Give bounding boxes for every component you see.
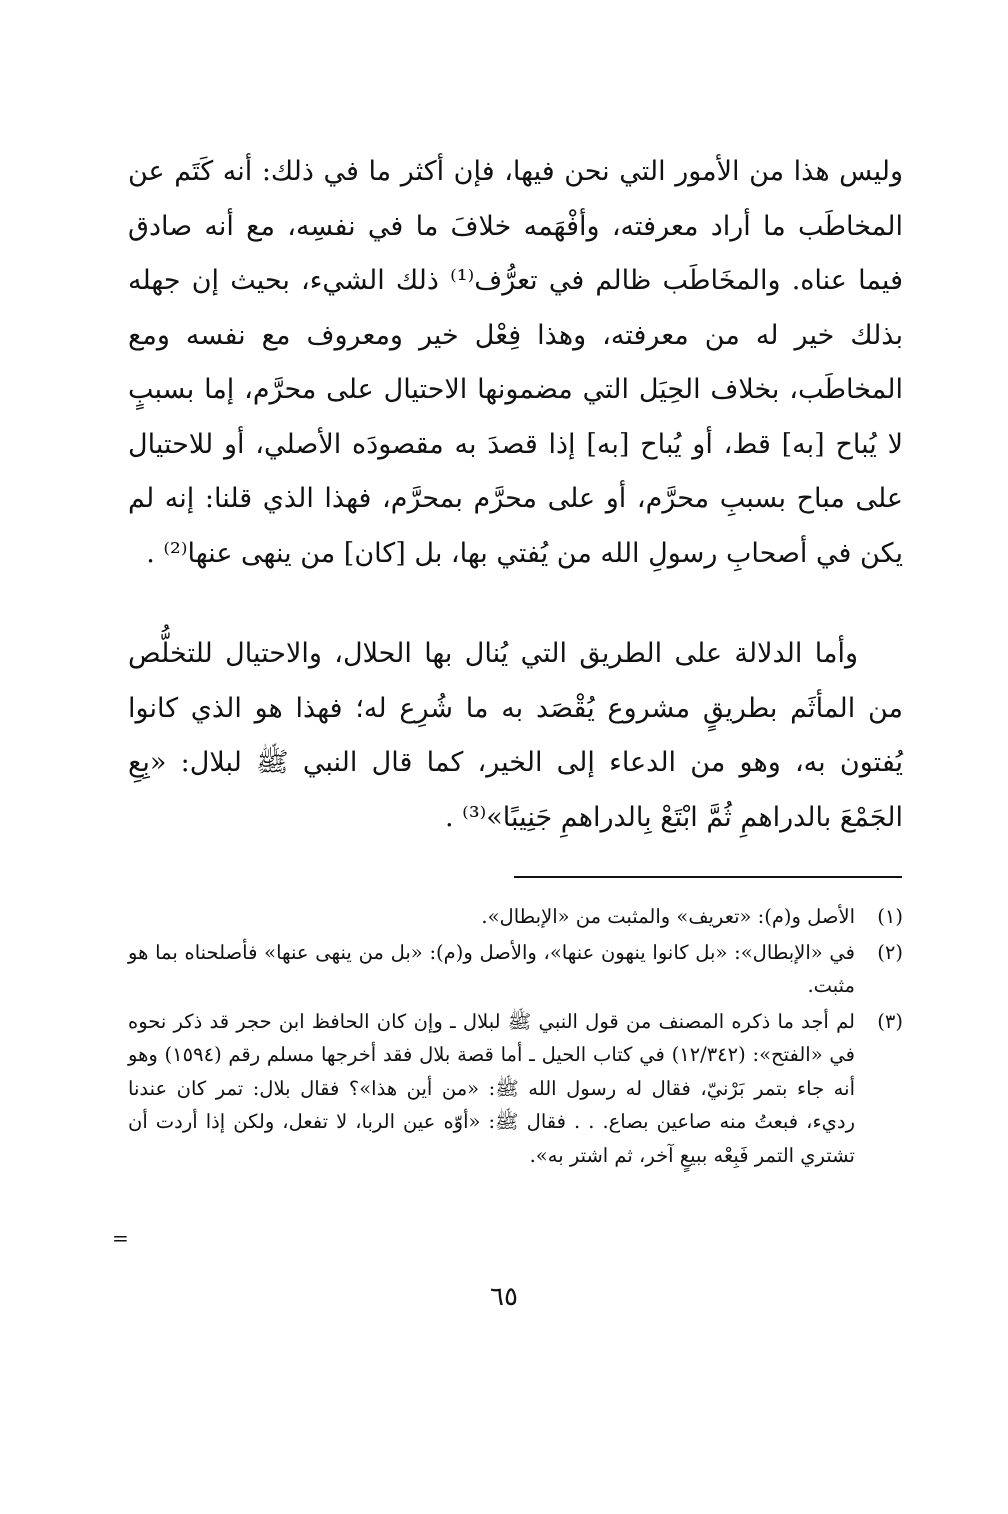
- page-number: ٦٥: [490, 1282, 518, 1312]
- footnote-number: (٢): [877, 940, 903, 964]
- footnote-3: [128, 1005, 903, 1173]
- footnote-divider: [514, 876, 902, 878]
- footnotes: [128, 900, 903, 1174]
- main-text: [128, 145, 903, 845]
- footnote-number: (١): [877, 905, 903, 928]
- footnote-text: الأصل و(م): «تعريف» والمثبت من «الإبطال».: [481, 905, 855, 928]
- continuation-marker: =: [112, 1226, 129, 1250]
- footnote-text: في «الإبطال»: «بل كانوا ينهون عنها»، والأصل و(م): «بل من ينهى عنها» فأصلحناه بما هو مثبت.: [128, 940, 855, 997]
- footnote-text: لم أجد ما ذكره المصنف من قول النبي ﷺ لبلال ـ وإن كان الحافظ ابن حجر قد ذكر نحوه في «الفتح»: (١٢/٣٤٢) في كتاب الحيل ـ أما قصة بلال فقد أخرجها مسلم رقم (١٥٩٤) وهو أنه جاء بتمر بَرْنيّ، فقال له رسول الله ﷺ: «من أين هذا»؟ فقال بلال: تمر كان عندنا رديء، فبعتُ منه صاعين بصاع. . . فقال ﷺ: «أوّه عين الربا، لا تفعل، ولكن إذا أردت أن تشتري التمر فَبِعْه ببيعٍ آخر، ثم اشتر به».: [128, 1009, 855, 1167]
- body-paragraph-1: وليس هذا من الأمور التي نحن فيها، فإن أكثر ما في ذلك: أنه كَتَم عن المخاطَب ما أراد معرفته، وأفْهَمه خلافَ ما في نفسِه، مع أنه صادق فيما عناه. والمخَاطَب ظالم في تعرُّف⁽¹⁾ ذلك الشيء، بحيث إن جهله بذلك خير له من معرفته، وهذا فِعْل خير ومعروف مع نفسه ومع المخاطَب، بخلاف الحِيَل التي مضمونها الاحتيال على محرَّم، إما بسببٍ لا يُباح [به] قط، أو يُباح [به] إذا قصدَ به مقصودَه الأصلي، أو للاحتيال على مباح بسببِ محرَّم، أو على محرَّم بمحرَّم، فهذا الذي قلنا: إنه لم يكن في أصحابِ رسولِ الله من يُفتي بها، بل [كان] من ينهى عنها⁽²⁾ .: [128, 156, 903, 569]
- body-paragraph-2: وأما الدلالة على الطريق التي يُنال بها الحلال، والاحتيال للتخلُّص من المأثَم بطريقٍ مشروع يُقْصَد به ما شُرِع له؛ فهذا هو الذي كانوا يُفتون به، وهو من الدعاء إلى الخير، كما قال النبي ﷺ لبلال: «بِعِ الجَمْعَ بالدراهمِ ثُمَّ ابْتَعْ بِالدراهمِ جَنِيبًا»⁽³⁾ .: [128, 638, 903, 833]
- footnote-1: [128, 900, 903, 934]
- footnote-number: (٣): [877, 1009, 903, 1033]
- footnote-2: [128, 936, 903, 1003]
